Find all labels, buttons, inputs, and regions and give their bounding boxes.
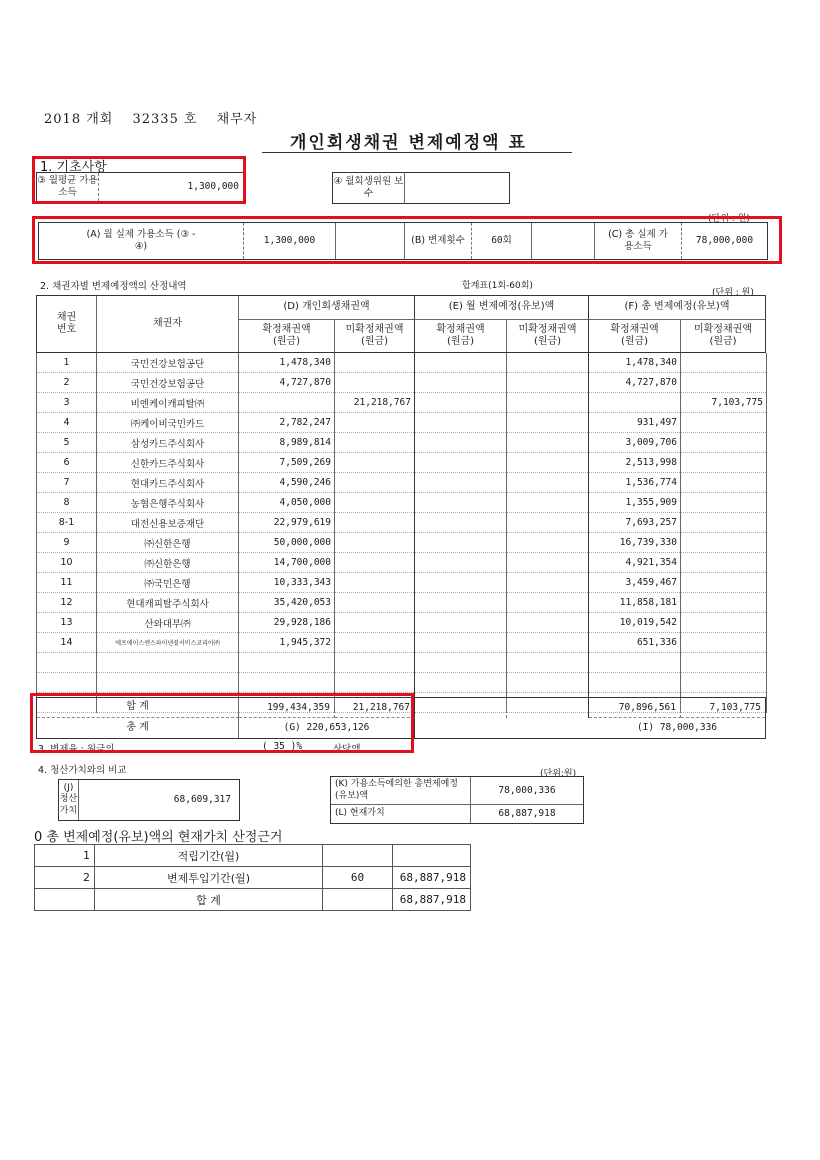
creditor-name: ㈜케이비국민카드: [97, 413, 239, 433]
creditor-e-confirmed: [415, 593, 507, 613]
creditor-row: [37, 433, 767, 453]
creditor-e-unconfirmed: [507, 393, 589, 413]
creditor-name: 국민건강보험공단: [97, 353, 239, 373]
creditor-d-unconfirmed: [335, 533, 415, 553]
col-f-confirmed: 확정채권액 (원금): [589, 320, 681, 352]
creditor-f-confirmed: 16,739,330: [589, 533, 681, 553]
creditor-row: [37, 373, 767, 393]
unit-label-top: (단위 : 원): [708, 214, 750, 224]
creditor-d-confirmed: 4,590,246: [239, 473, 335, 493]
creditor-name: 현대카드주식회사: [97, 473, 239, 493]
summary-b-value: 60회: [472, 223, 532, 259]
creditor-d-unconfirmed: [335, 353, 415, 373]
trustee-fee-box: [332, 172, 510, 204]
creditor-e-unconfirmed: [507, 653, 589, 673]
creditor-name: [97, 653, 239, 673]
creditor-e-unconfirmed: [507, 593, 589, 613]
creditor-d-confirmed: 2,782,247: [239, 413, 335, 433]
creditor-f-confirmed: 7,693,257: [589, 513, 681, 533]
creditor-f-unconfirmed: [681, 593, 767, 613]
case-role: 채무자: [216, 112, 258, 127]
creditor-e-confirmed: [415, 513, 507, 533]
creditor-row: [37, 553, 767, 573]
section2-subnote: 합계표(1회-60회): [462, 281, 533, 291]
creditor-name: 신한카드주식회사: [97, 453, 239, 473]
k-label: (K) 가용소득에의한 총변제예정(유보)액: [331, 777, 471, 805]
creditor-d-unconfirmed: [335, 453, 415, 473]
summary-a-value: 1,300,000: [244, 223, 336, 259]
creditor-f-confirmed: [589, 653, 681, 673]
creditor-d-unconfirmed: [335, 413, 415, 433]
creditor-e-confirmed: [415, 653, 507, 673]
total-label: 총 계: [37, 718, 239, 738]
col-e-unconfirmed: 미확정채권액 (원금): [507, 320, 589, 352]
creditor-name: 비엔케이캐피탈㈜: [97, 393, 239, 413]
total-g: (G) 220,653,126: [239, 718, 415, 738]
j-value: 68,609,317: [173, 794, 231, 806]
creditor-f-confirmed: 3,009,706: [589, 433, 681, 453]
creditor-d-unconfirmed: [335, 673, 415, 693]
creditor-e-unconfirmed: [507, 673, 589, 693]
creditor-row: [37, 653, 767, 673]
pv-row: [35, 889, 471, 911]
creditor-table-header: [36, 295, 766, 353]
pv-label: 적립기간(월): [95, 845, 323, 867]
k-value: 78,000,336: [471, 777, 583, 805]
monthly-income-value: 1,300,000: [187, 181, 239, 193]
creditor-no: 2: [37, 373, 97, 393]
creditor-d-confirmed: 7,509,269: [239, 453, 335, 473]
creditor-f-confirmed: 1,355,909: [589, 493, 681, 513]
sum-d1: 199,434,359: [239, 698, 335, 718]
creditor-e-unconfirmed: [507, 573, 589, 593]
page-title: 개인회생채권 변제예정액 표: [290, 133, 527, 153]
col-f-header: (F) 총 변제예정(유보)액: [589, 296, 765, 320]
section2-unit: (단위 : 원): [712, 288, 754, 298]
creditor-f-unconfirmed: [681, 613, 767, 633]
creditor-f-unconfirmed: [681, 633, 767, 653]
creditor-no: 9: [37, 533, 97, 553]
pv-amount: 68,887,918: [393, 889, 471, 911]
case-header: [44, 108, 271, 127]
creditor-no: 3: [37, 393, 97, 413]
creditor-no: 8-1: [37, 513, 97, 533]
creditor-e-unconfirmed: [507, 613, 589, 633]
creditor-e-unconfirmed: [507, 513, 589, 533]
creditor-e-confirmed: [415, 573, 507, 593]
creditor-d-unconfirmed: [335, 473, 415, 493]
creditor-e-confirmed: [415, 553, 507, 573]
pv-months: 60: [323, 867, 393, 889]
creditor-e-confirmed: [415, 613, 507, 633]
creditor-d-confirmed: [239, 393, 335, 413]
creditor-e-confirmed: [415, 393, 507, 413]
col-e-header: (E) 월 변제예정(유보)액: [415, 296, 589, 320]
creditor-d-unconfirmed: [335, 493, 415, 513]
creditor-e-confirmed: [415, 673, 507, 693]
creditor-e-confirmed: [415, 453, 507, 473]
creditor-e-unconfirmed: [507, 373, 589, 393]
creditor-d-confirmed: 4,050,000: [239, 493, 335, 513]
creditor-name: 삼성카드주식회사: [97, 433, 239, 453]
creditor-name: [97, 673, 239, 693]
creditor-f-confirmed: 11,858,181: [589, 593, 681, 613]
creditor-e-unconfirmed: [507, 493, 589, 513]
col-e-confirmed: 확정채권액 (원금): [415, 320, 507, 352]
creditor-row: [37, 473, 767, 493]
creditor-name: 대전신용보증재단: [97, 513, 239, 533]
creditor-e-unconfirmed: [507, 473, 589, 493]
creditor-f-unconfirmed: [681, 433, 767, 453]
creditor-d-confirmed: 1,478,340: [239, 353, 335, 373]
creditor-e-unconfirmed: [507, 433, 589, 453]
creditor-row: [37, 613, 767, 633]
pv-basis-table: [34, 844, 471, 911]
highlight-totals: [30, 693, 414, 753]
creditor-f-confirmed: 931,497: [589, 413, 681, 433]
trustee-fee-label: ④ 월회생위원 보수: [333, 173, 405, 203]
creditor-row: [37, 533, 767, 553]
creditor-no: 8: [37, 493, 97, 513]
creditor-row: [37, 593, 767, 613]
creditor-row: [37, 673, 767, 693]
creditor-name: ㈜신한은행: [97, 533, 239, 553]
creditor-f-unconfirmed: [681, 473, 767, 493]
creditor-row: [37, 633, 767, 653]
creditor-row: [37, 453, 767, 473]
pv-no: 1: [35, 845, 95, 867]
pv-amount: [393, 845, 471, 867]
l-label: (L) 현재가치: [331, 805, 471, 823]
creditor-row: [37, 573, 767, 593]
creditor-no: 4: [37, 413, 97, 433]
creditor-no: [37, 673, 97, 693]
summary-c-label: (C) 총 실제 가용소득: [594, 223, 682, 259]
creditor-f-unconfirmed: [681, 513, 767, 533]
creditor-e-confirmed: [415, 373, 507, 393]
creditor-d-unconfirmed: [335, 573, 415, 593]
creditor-f-confirmed: 1,536,774: [589, 473, 681, 493]
pv-amount: 68,887,918: [393, 867, 471, 889]
creditor-d-confirmed: 4,727,870: [239, 373, 335, 393]
creditor-e-confirmed: [415, 473, 507, 493]
creditor-f-confirmed: 651,336: [589, 633, 681, 653]
creditor-e-confirmed: [415, 533, 507, 553]
creditor-name: 국민건강보험공단: [97, 373, 239, 393]
creditor-d-unconfirmed: [335, 373, 415, 393]
pv-no: [35, 889, 95, 911]
case-year: 2018 개회: [44, 112, 114, 127]
creditor-e-confirmed: [415, 633, 507, 653]
creditor-f-unconfirmed: [681, 493, 767, 513]
creditor-f-unconfirmed: [681, 533, 767, 553]
creditor-row: [37, 493, 767, 513]
creditor-table-body: [36, 353, 767, 713]
creditor-no: 12: [37, 593, 97, 613]
section4-heading: 4. 청산가치와의 비교: [38, 765, 127, 776]
creditor-f-unconfirmed: [681, 413, 767, 433]
creditor-f-unconfirmed: [681, 373, 767, 393]
col-creditor-header: 채권자: [97, 296, 239, 352]
creditor-e-confirmed: [415, 413, 507, 433]
creditor-f-unconfirmed: [681, 553, 767, 573]
creditor-d-confirmed: 10,333,343: [239, 573, 335, 593]
creditor-d-confirmed: 50,000,000: [239, 533, 335, 553]
creditor-d-confirmed: [239, 653, 335, 673]
creditor-d-confirmed: 29,928,186: [239, 613, 335, 633]
creditor-name: 현대캐피탈주식회사: [97, 593, 239, 613]
creditor-name: ㈜국민은행: [97, 573, 239, 593]
creditor-d-unconfirmed: [335, 613, 415, 633]
col-d-confirmed: 확정채권액 (원금): [239, 320, 335, 352]
creditor-d-unconfirmed: [335, 653, 415, 673]
section4-unit: (단위:원): [540, 769, 577, 779]
total-i: (I) 78,000,336: [636, 722, 718, 734]
col-d-header: (D) 개인회생채권액: [239, 296, 415, 320]
creditor-row: [37, 513, 767, 533]
creditor-f-confirmed: 4,921,354: [589, 553, 681, 573]
creditor-no: [37, 653, 97, 673]
pv-label: 변제투입기간(월): [95, 867, 323, 889]
summary-b-label: (B) 변제횟수: [404, 223, 472, 259]
col-d-unconfirmed: 미확정채권액 (원금): [335, 320, 415, 352]
creditor-row: [37, 413, 767, 433]
highlight-summary: [32, 216, 782, 264]
pv-label: 합 계: [95, 889, 323, 911]
summary-a-label: (A) 월 실제 가용소득 (③ - ④): [39, 223, 244, 259]
creditor-f-unconfirmed: [681, 353, 767, 373]
creditor-f-confirmed: [589, 393, 681, 413]
col-no-header: 채권 번호: [37, 296, 97, 352]
creditor-no: 6: [37, 453, 97, 473]
creditor-d-confirmed: 8,989,814: [239, 433, 335, 453]
creditor-e-unconfirmed: [507, 453, 589, 473]
pv-row: [35, 845, 471, 867]
creditor-row: [37, 353, 767, 373]
creditor-e-unconfirmed: [507, 553, 589, 573]
present-value-box: [330, 776, 584, 824]
creditor-name: 산와대부㈜: [97, 613, 239, 633]
creditor-d-confirmed: 14,700,000: [239, 553, 335, 573]
repay-rate-label: 3. 변제율 : 원금의: [38, 744, 115, 755]
creditor-name: ㈜신한은행: [97, 553, 239, 573]
summary-c-value: 78,000,000: [695, 235, 754, 247]
creditor-d-confirmed: 35,420,053: [239, 593, 335, 613]
creditor-name: 에프에이스엔스파이낸셜서비스코리아㈜: [97, 633, 239, 653]
creditor-no: 13: [37, 613, 97, 633]
creditor-no: 5: [37, 433, 97, 453]
creditor-f-confirmed: 2,513,998: [589, 453, 681, 473]
section2-heading: 2. 채권자별 변제예정액의 산정내역: [40, 281, 187, 292]
creditor-e-confirmed: [415, 493, 507, 513]
sum-e2: [507, 698, 589, 718]
title-underline: [262, 152, 572, 153]
creditor-f-unconfirmed: [681, 453, 767, 473]
pv-row: [35, 867, 471, 889]
sum-e1: [415, 698, 507, 718]
creditor-e-unconfirmed: [507, 633, 589, 653]
creditor-d-unconfirmed: [335, 553, 415, 573]
creditor-e-unconfirmed: [507, 533, 589, 553]
creditor-no: 14: [37, 633, 97, 653]
creditor-d-confirmed: 22,979,619: [239, 513, 335, 533]
creditor-e-confirmed: [415, 353, 507, 373]
creditor-f-confirmed: 1,478,340: [589, 353, 681, 373]
creditor-f-unconfirmed: [681, 673, 767, 693]
col-f-unconfirmed: 미확정채권액 (원금): [694, 323, 752, 347]
creditor-f-confirmed: 4,727,870: [589, 373, 681, 393]
creditor-f-confirmed: [589, 673, 681, 693]
creditor-row: [37, 393, 767, 413]
creditor-d-confirmed: [239, 673, 335, 693]
j-label: (J) 청산 가치: [59, 780, 79, 820]
creditor-f-unconfirmed: [681, 573, 767, 593]
creditor-e-confirmed: [415, 433, 507, 453]
section5-heading: 0 총 변제예정(유보)액의 현재가치 산정근거: [34, 830, 283, 845]
creditor-d-unconfirmed: [335, 513, 415, 533]
creditor-f-unconfirmed: [681, 653, 767, 673]
creditor-d-unconfirmed: [335, 593, 415, 613]
sum-d2: 21,218,767: [335, 698, 415, 718]
pv-months: [323, 889, 393, 911]
section1-heading: 1. 기초사항: [40, 160, 107, 175]
trustee-fee-value: [405, 173, 509, 203]
creditor-d-unconfirmed: [335, 633, 415, 653]
liquidation-value-box: [58, 779, 240, 821]
creditor-name: 농협은행주식회사: [97, 493, 239, 513]
monthly-income-label: ③ 월평균 가용소득: [37, 173, 99, 201]
sum-f1: 70,896,561: [589, 698, 681, 718]
highlight-basic-info: [32, 156, 246, 204]
creditor-no: 10: [37, 553, 97, 573]
pv-months: [323, 845, 393, 867]
creditor-d-confirmed: 1,945,372: [239, 633, 335, 653]
sum-f2: 7,103,775: [681, 698, 765, 718]
creditor-f-confirmed: 3,459,467: [589, 573, 681, 593]
sum-label: 합 계: [37, 698, 239, 718]
case-number: 32335 호: [132, 112, 198, 127]
repay-rate-suffix: 상당액: [333, 744, 361, 755]
creditor-no: 1: [37, 353, 97, 373]
pv-no: 2: [35, 867, 95, 889]
creditor-e-unconfirmed: [507, 413, 589, 433]
repay-rate-value: ( 35 )%: [262, 741, 303, 752]
creditor-d-unconfirmed: 21,218,767: [335, 393, 415, 413]
creditor-no: 7: [37, 473, 97, 493]
creditor-d-unconfirmed: [335, 433, 415, 453]
creditor-e-unconfirmed: [507, 353, 589, 373]
creditor-f-confirmed: 10,019,542: [589, 613, 681, 633]
creditor-no: 11: [37, 573, 97, 593]
creditor-f-unconfirmed: 7,103,775: [681, 393, 767, 413]
l-value: 68,887,918: [498, 808, 556, 820]
